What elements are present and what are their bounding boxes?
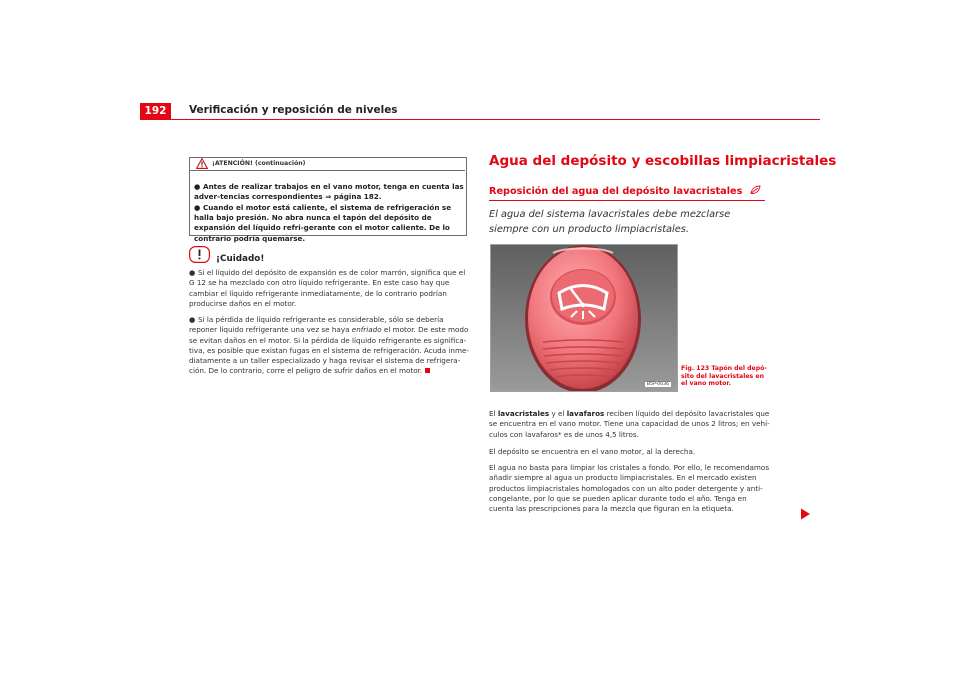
subsection-title (489, 185, 761, 197)
figure-caption: Fig. 123 Tapón del depó-sito del lavacristales en el vano motor. (681, 365, 767, 387)
term-lavacristales: lavacristales (497, 409, 550, 418)
page-number: 192 (140, 103, 171, 120)
warning-item-1 (194, 182, 464, 202)
bullet-icon: ● (189, 268, 196, 277)
figure-code: B5P-0036 (646, 382, 669, 387)
paragraph-1-start: El (489, 409, 496, 418)
subsection-title-text: Reposición del agua del depósito lavacristales (489, 186, 743, 197)
paragraph-3: El agua no basta para limpiar los cristales a fondo. Por ello, le recomendamos añadir siempre al agua un producto limpiacristales. En el mercado existen productos limpiacristales homologados con un alto poder detergente y anti-congelante, por lo que se pueden aplicar durante todo el año. Tenga en cuenta las prescripciones para la mezcla que figuran en la etiqueta. (489, 463, 770, 514)
caution-title: ¡Cuidado! (216, 254, 265, 264)
caution-item-2-text-a: Si la pérdida de líquido refrigerante es considerable, sólo se debería reponer líquido refrigerante una vez se haya (189, 315, 444, 335)
washer-fluid-cap-image (491, 245, 677, 391)
section-intro: El agua del sistema lavacristales debe mezclarse siempre con un producto limpiacristales. (489, 209, 731, 235)
caution-icon (189, 246, 210, 263)
page-header-title: Verificación y reposición de niveles (189, 104, 398, 116)
caution-item-1 (189, 268, 471, 309)
section-title: Agua del depósito y escobillas limpiacristales (489, 153, 837, 169)
header-rule (140, 119, 820, 120)
caution-item-1-text: Si el líquido del depósito de expansión es de color marrón, significa que el G 12 se ha mezclado con otro líquido refrigerante. En este caso hay que cambiar el líquido refrigerante inmediatamente, de lo contrario podrían producirse daños en el motor. (189, 268, 466, 308)
caution-item-2-italic: enfriado (351, 325, 382, 335)
environment-icon (750, 185, 761, 195)
warning-item-2-text: Cuando el motor está caliente, el sistema de refrigeración se halla bajo presión. No abra nunca el tapón del depósito de expansión del líquido refri-gerante con el motor caliente. De lo contrario podría quemarse. (194, 203, 452, 243)
term-lavafaros: lavafaros (566, 409, 605, 418)
warning-item-1-text: Antes de realizar trabajos en el vano motor, tenga en cuenta las adver-tencias correspondientes ⇒ página 182. (194, 182, 464, 202)
bullet-icon: ● (194, 203, 201, 212)
caution-item-2-text-b: el motor. De este modo se evitan daños en el motor. Si la pérdida de líquido refrigerante es significa-tiva, es posible que existan fugas en el sistema de refrigeración. Acuda inme-diatamente a un taller especializado y haga revisar el sistema de refrigera-ción. De lo contrario, corre el peligro de sufrir daños en el motor. (189, 325, 470, 376)
paragraph-1-rest: reciben líquido del depósito lavacristales que se encuentra en el vano motor. Tiene una capacidad de unos 2 litros; en vehí-culos con lavafaros* es de unos 4,5 litros. (489, 409, 770, 439)
subsection-rule (489, 200, 765, 201)
paragraph-1 (489, 409, 771, 440)
bullet-icon: ● (189, 315, 196, 324)
paragraph-2: El depósito se encuentra en el vano motor, al la derecha. (489, 447, 696, 456)
caution-item-2 (189, 315, 471, 377)
figure-washer-cap (490, 244, 678, 392)
warning-item-2 (194, 203, 464, 244)
end-of-section-marker (425, 368, 430, 373)
bullet-icon: ● (194, 182, 201, 191)
warning-triangle-icon (196, 158, 208, 169)
warning-heading: ¡ATENCIÓN! (continuación) (212, 160, 306, 167)
paragraph-1-and: y el (551, 409, 565, 418)
next-page-arrow-icon[interactable] (799, 508, 811, 520)
